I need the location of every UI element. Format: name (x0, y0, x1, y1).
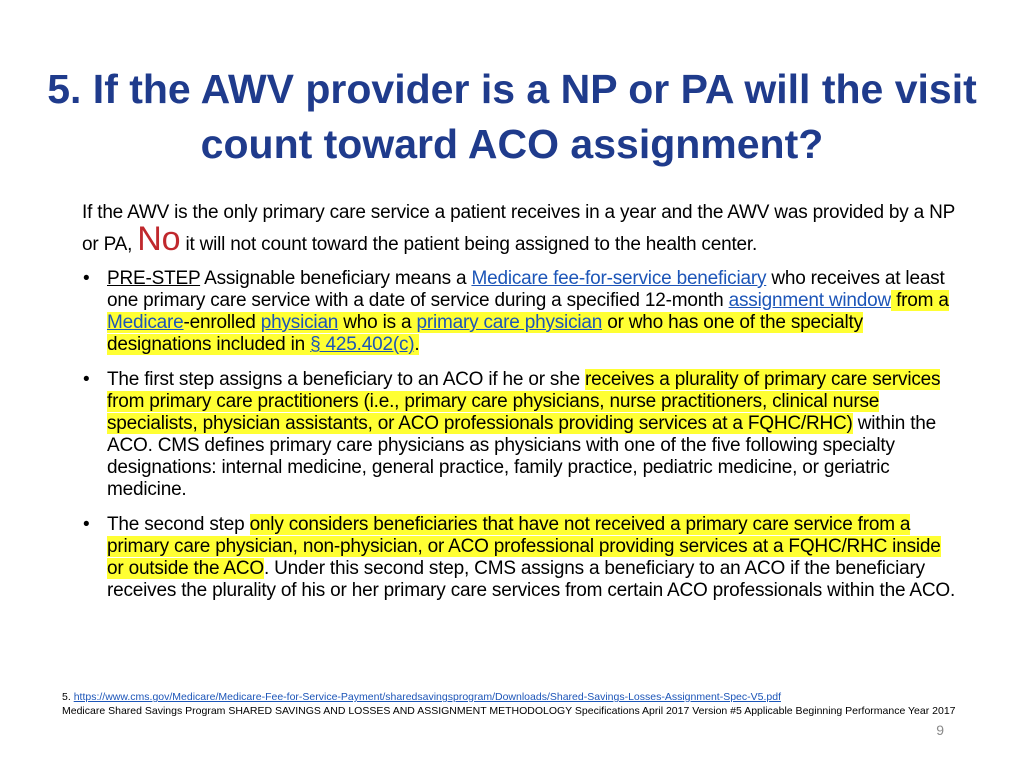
pre-step-highlight: -enrolled (183, 312, 261, 333)
first-step-text: within the ACO. CMS defines primary care physicians as physicians with one of the five following specialty designations: internal medicine, general practice, family practice, pediatric medicine, or geriatric medicine. (107, 413, 937, 500)
pre-step-label: PRE-STEP (107, 268, 201, 289)
bullet-dot-icon: • (83, 514, 90, 535)
pre-step-highlight: who is a (338, 312, 417, 333)
link-primary-care-physician[interactable]: primary care physician (416, 312, 603, 333)
link-physician[interactable]: physician (260, 312, 339, 333)
slide-title: 5. If the AWV provider is a NP or PA will the visit count toward ACO assignment? (47, 66, 977, 167)
bullet-first-step (82, 369, 962, 501)
pre-step-highlight: or who has one of the specialty designations included in (107, 312, 863, 355)
footnote-url-link[interactable]: https://www.cms.gov/Medicare/Medicare-Fee-for-Service-Payment/sharedsavingsprogram/Downloads/Shared-Savings-Losses-Assignment-Spec-V5.pdf (73, 691, 781, 703)
intro-paragraph (82, 200, 962, 258)
footnote-reference-line (62, 690, 962, 704)
link-section-425-402c[interactable]: § 425.402(c) (310, 334, 415, 355)
second-step-text: The second step (107, 514, 250, 535)
bullet-list (82, 268, 962, 602)
bullet-dot-icon: • (83, 369, 90, 390)
first-step-highlight: receives a plurality of primary care services from primary care practitioners (i.e., primary care physicians, nurse practitioners, clinical nurse specialists, physician assistants, or ACO professionals providing services at a FQHC/RHC) (107, 369, 941, 434)
first-step-text: The first step assigns a beneficiary to an ACO if he or she (107, 369, 586, 390)
footnote (62, 690, 962, 718)
second-step-text: . Under this second step, CMS assigns a beneficiary to an ACO if the beneficiary receives the plurality of his or her primary care services from certain ACO professionals within the ACO. (107, 558, 956, 601)
intro-text-after: it will not count toward the patient being assigned to the health center. (180, 234, 758, 255)
bullet-second-step (82, 514, 962, 602)
link-medicare-ffs-beneficiary[interactable]: Medicare fee-for-service beneficiary (471, 268, 767, 289)
slide-body (82, 200, 962, 615)
page-number: 9 (936, 722, 944, 738)
pre-step-text: Assignable beneficiary means a (200, 268, 472, 289)
bullet-dot-icon: • (83, 268, 90, 289)
pre-step-text: who receives at least one primary care service with a date of service during a specified 12-month (107, 268, 945, 311)
footnote-citation: Medicare Shared Savings Program SHARED SAVINGS AND LOSSES AND ASSIGNMENT METHODOLOGY Specifications April 2017 Version #5 Applicable Beginning Performance Year 2017 (62, 705, 956, 717)
second-step-highlight: only considers beneficiaries that have not received a primary care service from a primary care physician, non-physician, or ACO professional providing services at a FQHC/RHC inside or outside the ACO (107, 514, 941, 579)
footnote-number: 5. (62, 691, 74, 703)
intro-text-before: If the AWV is the only primary care service a patient receives in a year and the AWV was provided by a NP or PA, (82, 202, 955, 255)
pre-step-highlight: . (414, 334, 420, 355)
no-answer: No (137, 220, 181, 258)
bullet-pre-step (82, 268, 962, 356)
pre-step-highlight: from a (891, 290, 949, 311)
link-medicare[interactable]: Medicare (107, 312, 184, 333)
link-assignment-window[interactable]: assignment window (728, 290, 892, 311)
